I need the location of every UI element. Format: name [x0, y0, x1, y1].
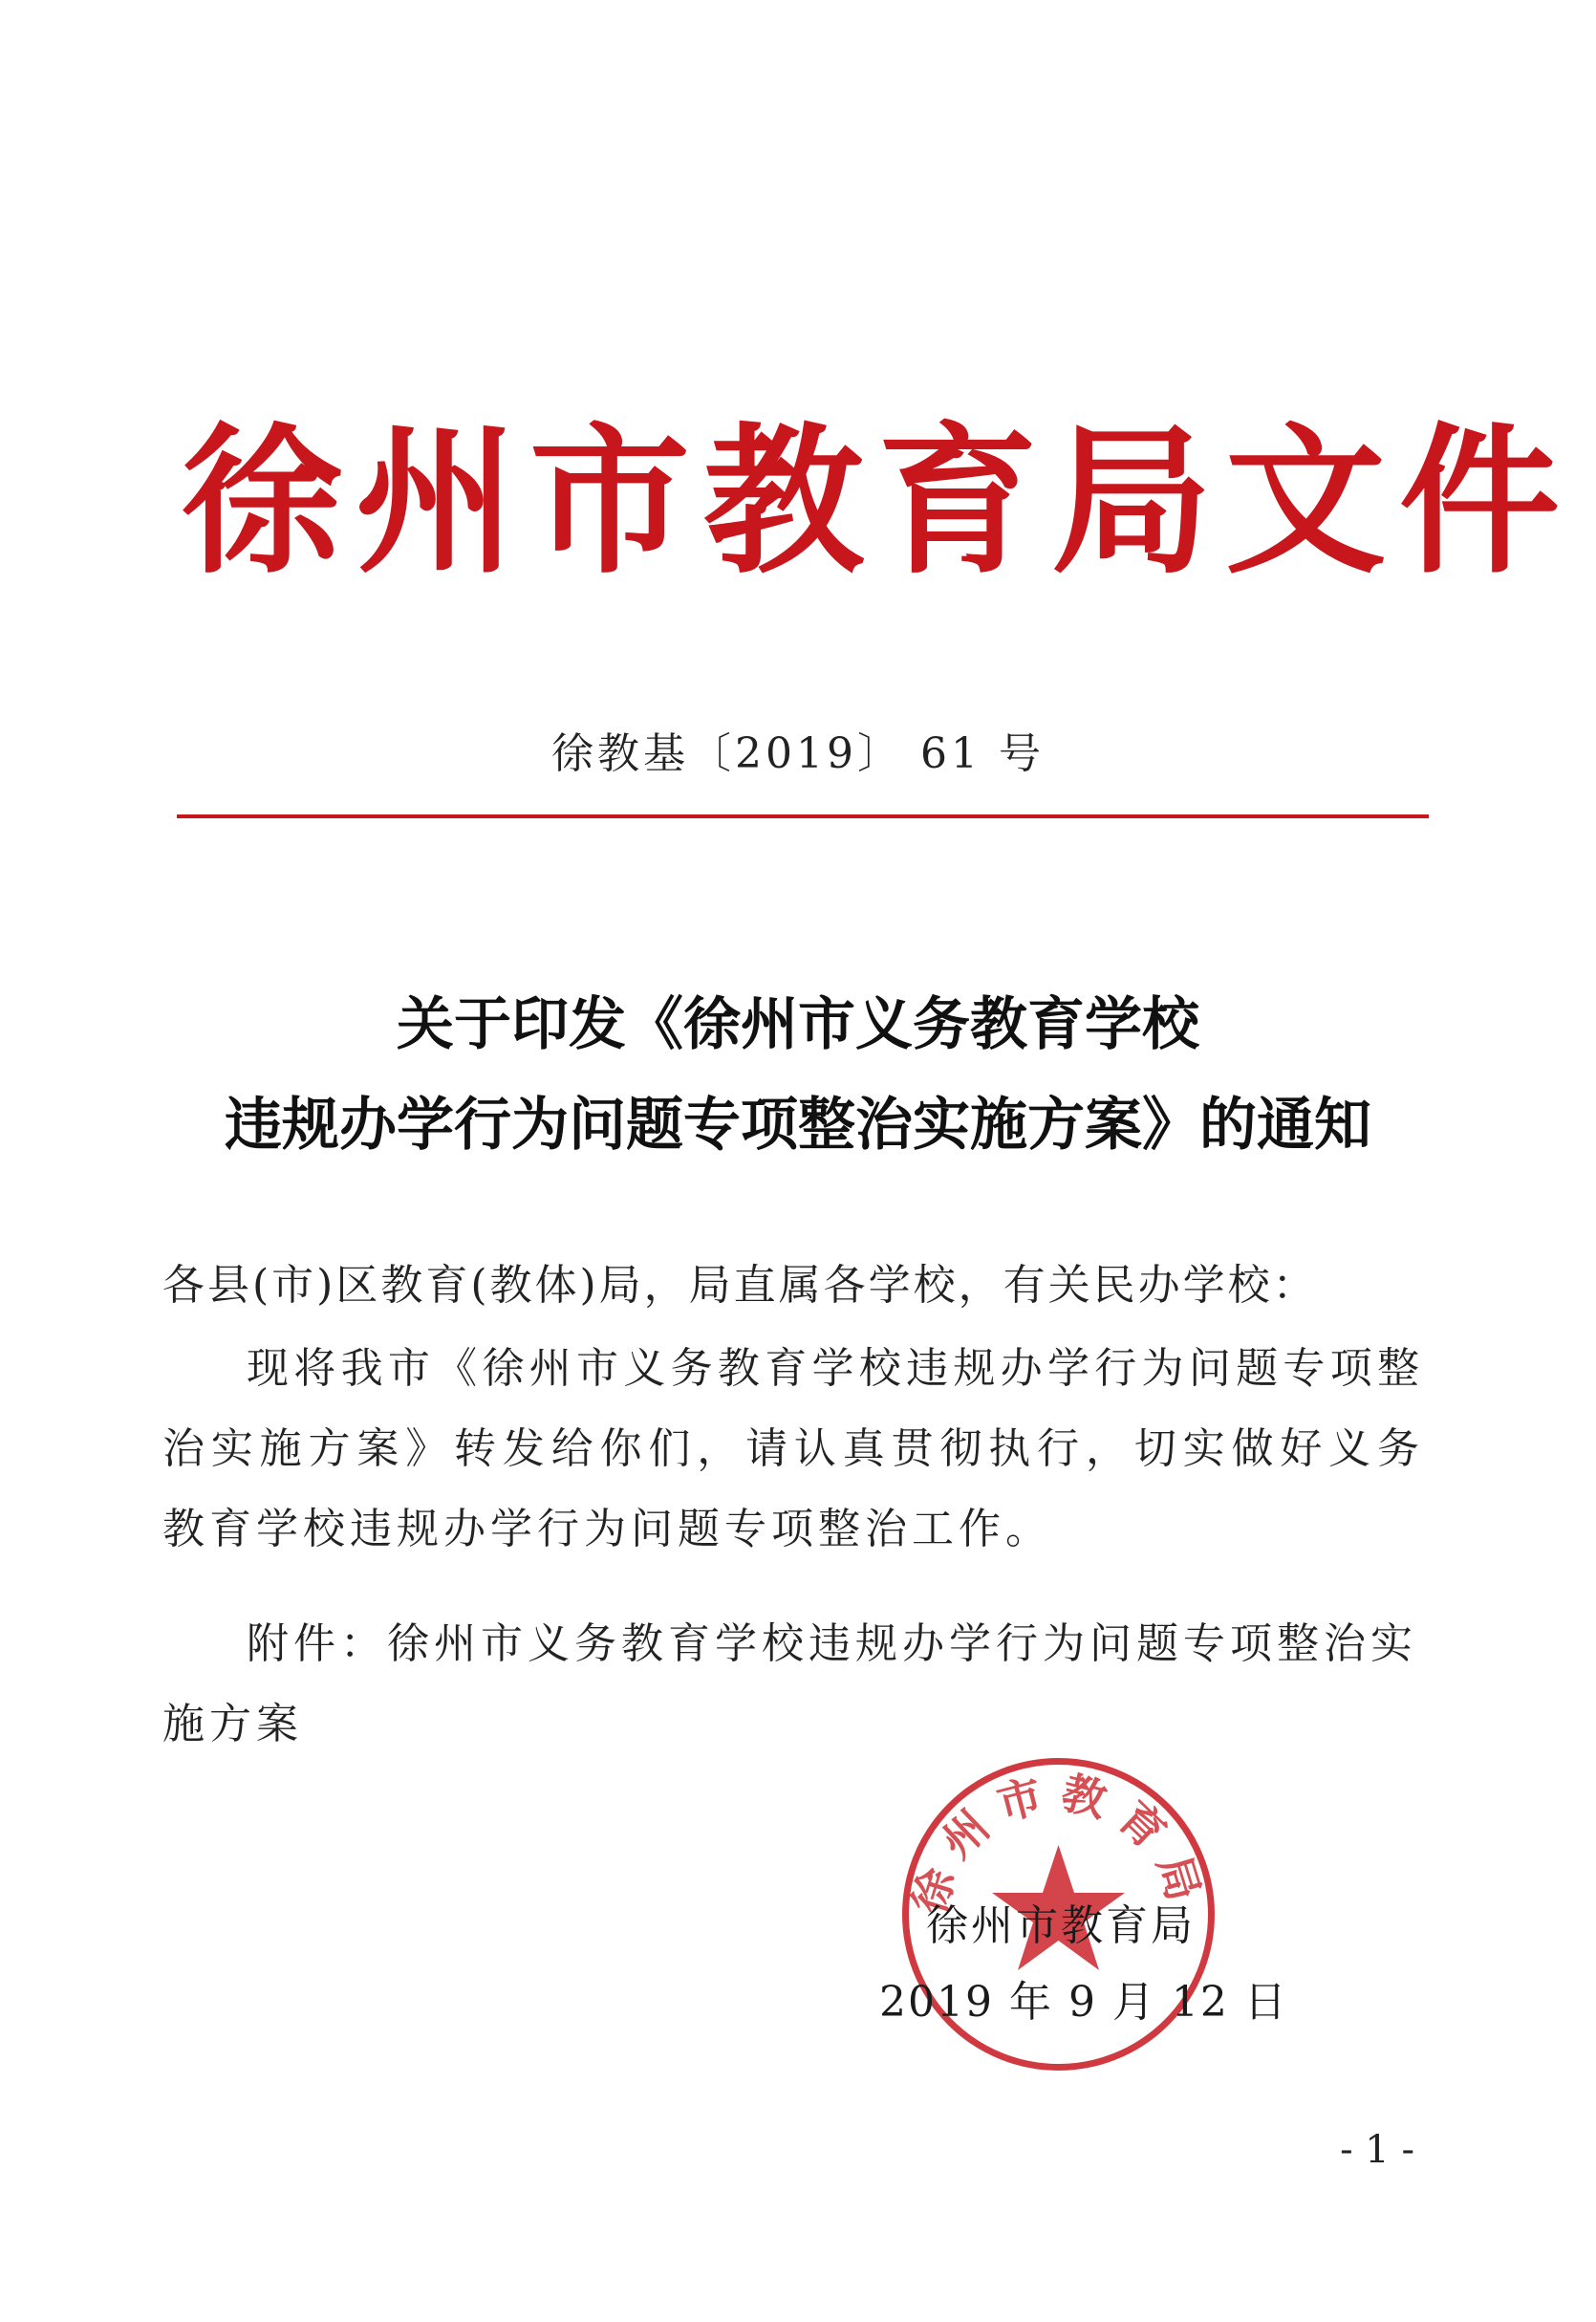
body-paragraph: 现将我市《徐州市义务教育学校违规办学行为问题专项整治实施方案》转发给你们，请认真贯彻执行，切实做好义务教育学校违规办学行为问题专项整治工作。 — [162, 1344, 1424, 1553]
page-number: - 1 - — [1340, 2128, 1414, 2172]
notice-title-line-2: 违规办学行为问题专项整治实施方案》的通知 — [225, 1092, 1371, 1159]
notice-title-line-1: 关于印发《徐州市义务教育学校 — [397, 991, 1199, 1058]
seal-text: 徐州市教育局 — [902, 1766, 1215, 1921]
red-separator-line — [177, 814, 1429, 818]
salutation: 各县(市)区教育(教体)局，局直属各学校，有关民办学校： — [162, 1261, 1318, 1310]
attachment-note: 附件：徐州市义务教育学校违规办学行为问题专项整治实施方案 — [162, 1619, 1417, 1748]
issue-date: 2019 年 9 月 12 日 — [879, 1978, 1288, 2027]
masthead-title: 徐州市教育局文件 — [182, 406, 1573, 596]
notice-title — [143, 975, 1453, 1176]
issuer-name: 徐州市教育局 — [926, 1901, 1196, 1950]
document-number: 徐教基〔2019〕 61 号 — [551, 729, 1045, 778]
